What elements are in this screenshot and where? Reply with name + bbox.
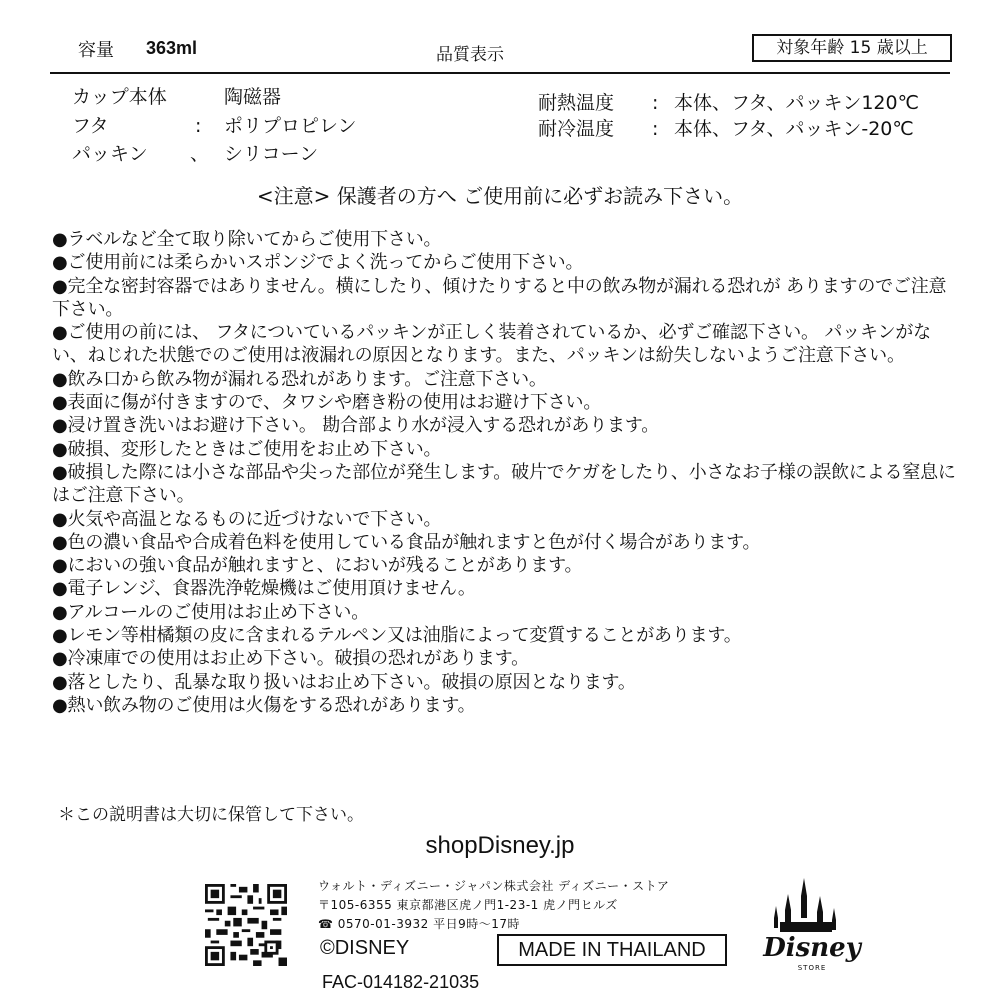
company-phone: ☎ 0570-01-3932 平日9時～17時 [318, 917, 520, 931]
website-url: shopDisney.jp [425, 832, 575, 859]
warning-item: ● 破損した際には小さな部品や尖った部位が発生します。破片でケガをしたり、小さなお子様の誤飲による窒息にはご注意下さい。 [52, 461, 957, 508]
gasket-value: シリコーン [224, 143, 319, 165]
lid-colon: : [195, 115, 202, 137]
warning-item: ● 飲み口から飲み物が漏れる恐れがあります。ご注意下さい。 [52, 368, 957, 391]
disney-store-castle-logo [758, 876, 866, 974]
warning-item: ● ご使用の前には、 フタについているパッキンが正しく装着されているか、必ずご確認下さい。 パッキンがない、ねじれた状態でのご使用は液漏れの原因となります。また、パッキンは紛失しないようご注意下さい。 [52, 321, 957, 368]
warning-item: ● レモン等柑橘類の皮に含まれるテルペン又は油脂によって変質することがあります。 [52, 624, 957, 647]
warning-item: ● 完全な密封容器ではありません。横にしたり、傾けたりすると中の飲み物が漏れる恐れが ありますのでご注意下さい。 [52, 275, 957, 322]
cold-resistance-label: 耐冷温度 [538, 118, 615, 140]
qr-code-icon [205, 884, 287, 966]
age-notice-badge: 対象年齢 15 歳以上 [752, 34, 952, 62]
lid-label: フタ [72, 115, 109, 137]
company-name: ウォルト・ディズニー・ジャパン株式会社 ディズニー・ストア [318, 879, 670, 893]
quality-title: 品質表示 [436, 45, 504, 65]
cold-resistance-colon: : [652, 118, 659, 140]
disney-logo-text: Disney [763, 933, 861, 963]
warning-item: ● 火気や高温となるものに近づけないで下さい。 [52, 508, 957, 531]
company-address: 〒105-6355 東京都港区虎ノ門1-23-1 虎ノ門ヒルズ [318, 898, 618, 912]
warning-item: ● ご使用前には柔らかいスポンジでよく洗ってからご使用下さい。 [52, 251, 957, 274]
warning-item: ● 熱い飲み物のご使用は火傷をする恐れがあります。 [52, 694, 957, 717]
warning-item: ● 表面に傷が付きますので、タワシや磨き粉の使用はお避け下さい。 [52, 391, 957, 414]
cup-body-label: カップ本体 [72, 86, 167, 108]
origin-badge: MADE IN THAILAND [497, 934, 727, 966]
heat-resistance-label: 耐熱温度 [538, 92, 615, 114]
gasket-label: パッキン [72, 143, 148, 165]
warning-item: ● 浸け置き洗いはお避け下さい。 勘合部より水が浸入する恐れがあります。 [52, 414, 957, 437]
capacity-label: 容量 [78, 40, 114, 61]
warning-item: ● アルコールのご使用はお止め下さい。 [52, 601, 957, 624]
heat-resistance-value: 本体、フタ、パッキン120℃ [674, 92, 919, 114]
copyright-text: ©DISNEY [320, 937, 410, 959]
product-code: FAC-014182-21035 [322, 972, 480, 992]
keep-manual-note: ＊この説明書は大切に保管して下さい。 [58, 805, 364, 825]
heat-resistance-colon: : [652, 92, 659, 114]
warning-item: ● 冷凍庫での使用はお止め下さい。破損の恐れがあります。 [52, 647, 957, 670]
warning-list [52, 228, 957, 717]
notice-title: <注意> 保護者の方へ ご使用前に必ずお読み下さい。 [256, 184, 744, 208]
store-logo-text: STORE [797, 964, 827, 972]
warning-item: ● 落としたり、乱暴な取り扱いはお止め下さい。破損の原因となります。 [52, 671, 957, 694]
gasket-colon: 、 [190, 143, 210, 165]
warning-item: ● においの強い食品が触れますと、においが残ることがあります。 [52, 554, 957, 577]
lid-value: ポリプロピレン [224, 115, 357, 137]
cold-resistance-value: 本体、フタ、パッキン-20℃ [674, 118, 914, 140]
cup-body-value: 陶磁器 [224, 86, 282, 108]
warning-item: ● 色の濃い食品や合成着色料を使用している食品が触れますと色が付く場合があります。 [52, 531, 957, 554]
warning-item: ● ラベルなど全て取り除いてからご使用下さい。 [52, 228, 957, 251]
warning-item: ● 電子レンジ、食器洗浄乾燥機はご使用頂けません。 [52, 577, 957, 600]
warning-item: ● 破損、変形したときはご使用をお止め下さい。 [52, 438, 957, 461]
capacity-value: 363ml [146, 38, 198, 58]
header-divider [50, 72, 950, 74]
